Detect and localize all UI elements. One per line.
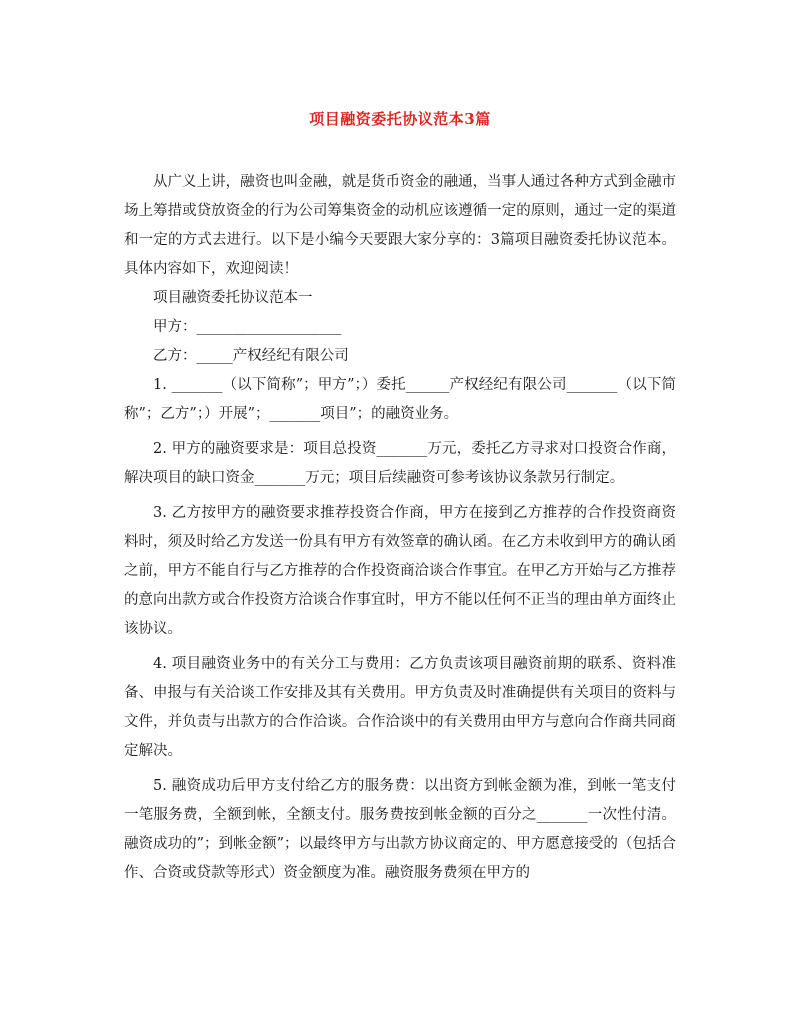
intro-paragraph: 从广义上讲，融资也叫金融，就是货币资金的融通，当事人通过各种方式到金融市场上筹措或贷放资金的行为公司筹集资金的动机应该遵循一定的原则，通过一定的渠道和一定的方式去进行。以下是小编今天要跟大家分享的：3篇项目融资委托协议范本。具体内容如下，欢迎阅读！ — [124, 174, 676, 277]
clause-5: 5. 融资成功后甲方支付给乙方的服务费：以出资方到帐金额为准，到帐一笔支付一笔服务费，全额到帐，全额支付。服务费按到帐金额的百分之_______一次性付清。融资成功的”；到帐金额”；以最终甲方与出款方协议商定的、甲方愿意接受的（包括合作、合资或贷款等形式）资金额度为准。融资服务费须在甲方的 — [124, 778, 676, 881]
party-a-line: 甲方：____________________ — [153, 319, 342, 335]
clause-1: 1. _______（以下简称”；甲方”；）委托______产权经纪有限公司_______（以下简称”；乙方”；）开展”；_______项目”；的融资业务。 — [124, 377, 676, 422]
document-title: 项目融资委托协议范本3篇 — [309, 110, 491, 128]
section-heading: 项目融资委托协议范本一 — [153, 290, 313, 306]
document-body — [124, 168, 676, 888]
clause-3: 3. 乙方按甲方的融资要求推荐投资合作商，甲方在接到乙方推荐的合作投资商资料时，须及时给乙方发送一份具有甲方有效签章的确认函。在乙方未收到甲方的确认函之前，甲方不能自行与乙方推荐的合作投资商洽谈合作事宜。在甲乙方开始与乙方推荐的意向出款方或合作投资方洽谈合作事宜时，甲方不能以任何不正当的理由单方面终止该协议。 — [124, 505, 676, 637]
clause-2: 2. 甲方的融资要求是：项目总投资_______万元，委托乙方寻求对口投资合作商，解决项目的缺口资金_______万元；项目后续融资可参考该协议条款另行制定。 — [124, 441, 676, 486]
party-b-line: 乙方：_____产权经纪有限公司 — [153, 348, 349, 364]
clause-4: 4. 项目融资业务中的有关分工与费用：乙方负责该项目融资前期的联系、资料准备、申报与有关洽谈工作安排及其有关费用。甲方负责及时准确提供有关项目的资料与文件，并负责与出款方的合作洽谈。合作洽谈中的有关费用由甲方与意向合作商共同商定解决。 — [124, 656, 676, 759]
